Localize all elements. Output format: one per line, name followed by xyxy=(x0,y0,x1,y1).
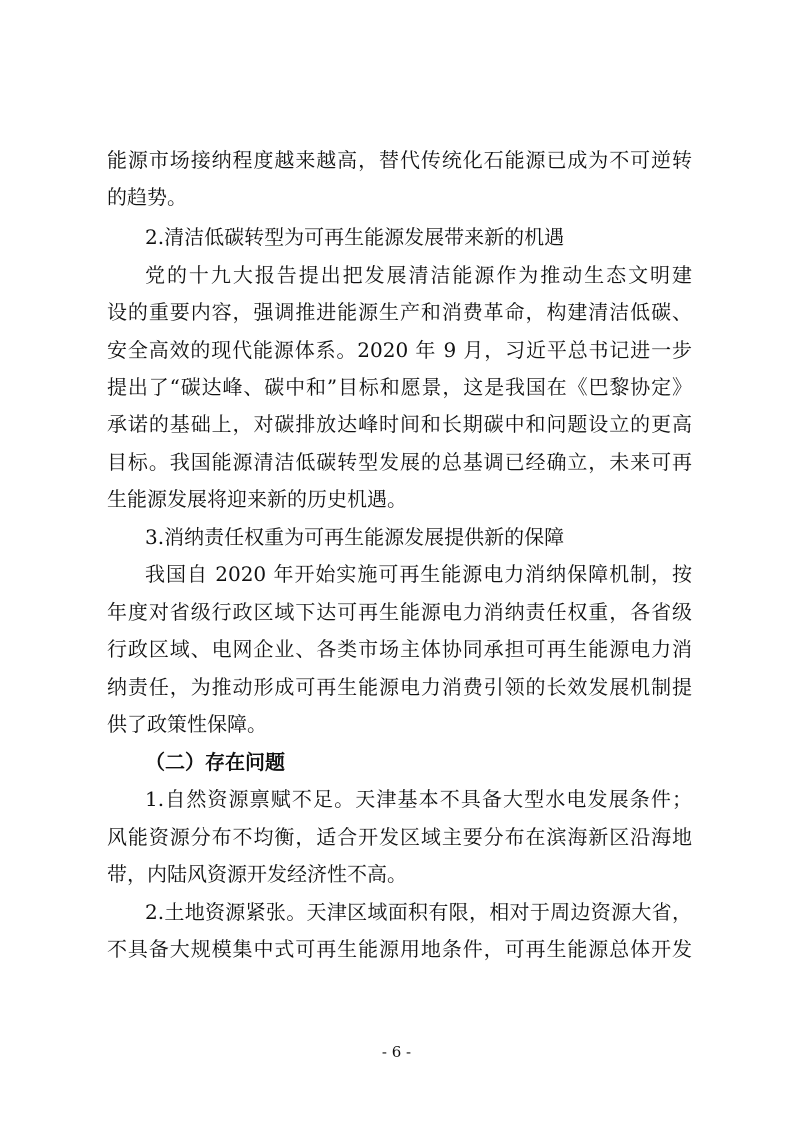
body-text-line: 1.自然资源禀赋不足。天津基本不具备大型水电发展条件； xyxy=(145,787,692,811)
body-text-line: 承诺的基础上，对碳排放达峰时间和长期碳中和问题设立的更高 xyxy=(107,412,692,436)
body-text-line: 设的重要内容，强调推进能源生产和消费革命，构建清洁低碳、 xyxy=(107,300,692,324)
subsection-heading: （二）存在问题 xyxy=(145,750,285,774)
section-heading: 2.清洁低碳转型为可再生能源发展带来新的机遇 xyxy=(145,225,565,249)
body-text-line: 带，内陆风资源开发经济性不高。 xyxy=(107,862,407,886)
body-text-line: 2.土地资源紧张。天津区域面积有限，相对于周边资源大省， xyxy=(145,900,692,924)
body-text-line: 安全高效的现代能源体系。2020 年 9 月，习近平总书记进一步 xyxy=(107,338,692,362)
body-text-line: 能源市场接纳程度越来越高，替代传统化石能源已成为不可逆转 xyxy=(107,148,692,172)
body-text-line: 提出了“碳达峰、碳中和”目标和愿景，这是我国在《巴黎协定》 xyxy=(107,375,692,399)
body-text-line: 年度对省级行政区域下达可再生能源电力消纳责任权重，各省级 xyxy=(107,600,692,624)
body-text-line: 目标。我国能源清洁低碳转型发展的总基调已经确立，未来可再 xyxy=(107,450,692,474)
body-text-line: 的趋势。 xyxy=(107,185,187,209)
section-heading: 3.消纳责任权重为可再生能源发展提供新的保障 xyxy=(145,525,565,549)
body-text-line: 纳责任，为推动形成可再生能源电力消费引领的长效发展机制提 xyxy=(107,675,692,699)
body-text-line: 行政区域、电网企业、各类市场主体协同承担可再生能源电力消 xyxy=(107,637,692,661)
body-text-line: 不具备大规模集中式可再生能源用地条件，可再生能源总体开发 xyxy=(107,937,692,961)
page-number: - 6 - xyxy=(381,1043,412,1061)
body-text-line: 风能资源分布不均衡，适合开发区域主要分布在滨海新区沿海地 xyxy=(107,825,692,849)
body-text-line: 党的十九大报告提出把发展清洁能源作为推动生态文明建 xyxy=(145,263,692,287)
body-text-line: 我国自 2020 年开始实施可再生能源电力消纳保障机制，按 xyxy=(145,562,692,586)
body-text-line: 生能源发展将迎来新的历史机遇。 xyxy=(107,487,407,511)
body-text-line: 供了政策性保障。 xyxy=(107,712,267,736)
